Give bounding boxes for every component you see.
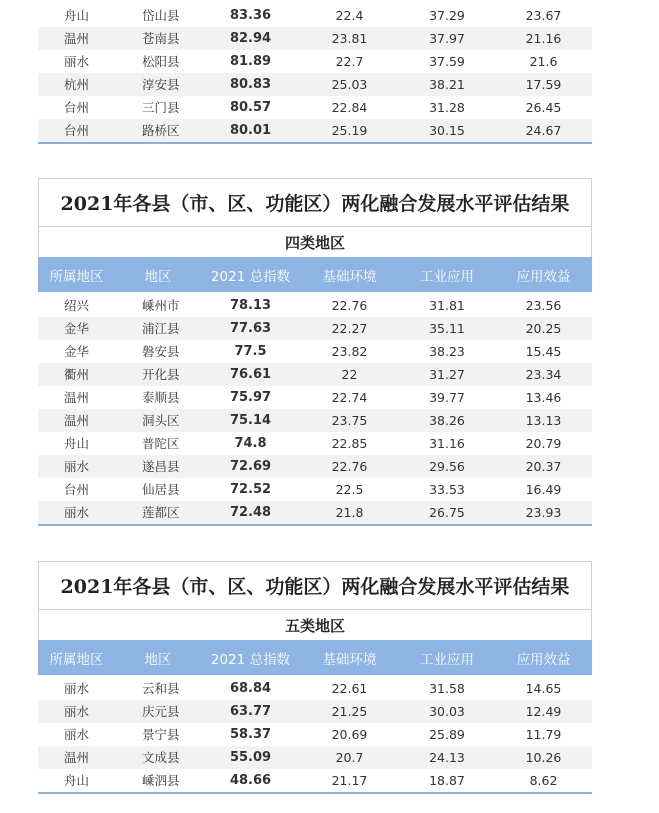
section-five [38,561,592,675]
total-index-cell: 77.63 [201,317,300,340]
region-group-cell: 舟山 [38,4,115,27]
region-cell: 苍南县 [115,27,201,50]
app-benefit-cell: 23.93 [495,501,592,524]
industrial-app-cell: 38.21 [399,73,495,96]
header-basic-env: 基础环境 [322,651,377,668]
basic-env-cell: 20.7 [300,746,399,769]
total-index-cell: 76.61 [201,363,300,386]
industrial-app-cell: 31.27 [399,363,495,386]
basic-env-cell: 22.5 [300,478,399,501]
industrial-app-cell: 38.23 [399,340,495,363]
total-index-cell: 77.5 [201,340,300,363]
table-header [38,257,592,292]
industrial-app-cell: 37.59 [399,50,495,73]
region-cell: 岱山县 [115,4,201,27]
table-header [38,640,592,675]
header-total-index: 2021 总指数 [210,268,291,285]
section-five-bottom-rule [38,792,592,794]
total-index-cell: 82.94 [201,27,300,50]
total-index-cell: 72.52 [201,478,300,501]
table-row [38,455,592,478]
table-row [38,27,592,50]
industrial-app-cell: 31.28 [399,96,495,119]
basic-env-cell: 22.74 [300,386,399,409]
header-region: 地区 [144,268,172,285]
region-group-cell: 丽水 [38,50,115,73]
basic-env-cell: 22 [300,363,399,386]
total-index-cell: 68.84 [201,677,300,700]
table-row [38,294,592,317]
region-cell: 嵊泗县 [115,769,201,792]
section-five-table [38,677,592,792]
table-row [38,700,592,723]
basic-env-cell: 25.03 [300,73,399,96]
region-cell: 遂昌县 [115,455,201,478]
basic-env-cell: 25.19 [300,119,399,142]
region-cell: 嵊州市 [115,294,201,317]
region-group-cell: 衢州 [38,363,115,386]
section-title: 2021年各县（市、区、功能区）两化融合发展水平评估结果 [38,178,592,226]
region-group-cell: 丽水 [38,501,115,524]
header-app-benefit: 应用效益 [516,268,571,285]
section-title: 2021年各县（市、区、功能区）两化融合发展水平评估结果 [38,561,592,609]
industrial-app-cell: 39.77 [399,386,495,409]
basic-env-cell: 22.76 [300,294,399,317]
region-cell: 松阳县 [115,50,201,73]
table-row [38,73,592,96]
section-four [38,178,592,292]
table-row [38,386,592,409]
header-region: 地区 [144,651,172,668]
table-row [38,746,592,769]
basic-env-cell: 23.81 [300,27,399,50]
total-index-cell: 80.83 [201,73,300,96]
industrial-app-cell: 29.56 [399,455,495,478]
region-cell: 云和县 [115,677,201,700]
table-row [38,4,592,27]
region-cell: 莲都区 [115,501,201,524]
basic-env-cell: 21.8 [300,501,399,524]
total-index-cell: 75.14 [201,409,300,432]
total-index-cell: 78.13 [201,294,300,317]
total-index-cell: 81.89 [201,50,300,73]
region-group-cell: 丽水 [38,677,115,700]
app-benefit-cell: 20.37 [495,455,592,478]
region-cell: 浦江县 [115,317,201,340]
industrial-app-cell: 26.75 [399,501,495,524]
table-row [38,432,592,455]
basic-env-cell: 20.69 [300,723,399,746]
app-benefit-cell: 23.56 [495,294,592,317]
app-benefit-cell: 13.46 [495,386,592,409]
basic-env-cell: 22.4 [300,4,399,27]
region-group-cell: 舟山 [38,769,115,792]
region-cell: 景宁县 [115,723,201,746]
region-cell: 淳安县 [115,73,201,96]
app-benefit-cell: 8.62 [495,769,592,792]
region-cell: 庆元县 [115,700,201,723]
table-row [38,769,592,792]
region-group-cell: 温州 [38,27,115,50]
table-row [38,501,592,524]
region-cell: 路桥区 [115,119,201,142]
app-benefit-cell: 20.25 [495,317,592,340]
total-index-cell: 72.48 [201,501,300,524]
industrial-app-cell: 18.87 [399,769,495,792]
region-cell: 磐安县 [115,340,201,363]
total-index-cell: 48.66 [201,769,300,792]
region-group-cell: 温州 [38,386,115,409]
app-benefit-cell: 21.16 [495,27,592,50]
total-index-cell: 58.37 [201,723,300,746]
header-industrial-app: 工业应用 [420,268,474,285]
region-group-cell: 台州 [38,478,115,501]
table-row [38,478,592,501]
app-benefit-cell: 23.34 [495,363,592,386]
region-group-cell: 杭州 [38,73,115,96]
table-row [38,340,592,363]
app-benefit-cell: 16.49 [495,478,592,501]
table-row [38,317,592,340]
basic-env-cell: 22.76 [300,455,399,478]
table-row [38,363,592,386]
header-basic-env: 基础环境 [322,268,377,285]
basic-env-cell: 22.27 [300,317,399,340]
region-group-cell: 舟山 [38,432,115,455]
region-cell: 开化县 [115,363,201,386]
region-cell: 文成县 [115,746,201,769]
total-index-cell: 75.97 [201,386,300,409]
region-group-cell: 温州 [38,746,115,769]
header-industrial-app: 工业应用 [420,651,474,668]
region-cell: 仙居县 [115,478,201,501]
region-group-cell: 台州 [38,96,115,119]
industrial-app-cell: 31.81 [399,294,495,317]
top-table-bottom-rule [38,142,592,144]
app-benefit-cell: 15.45 [495,340,592,363]
basic-env-cell: 22.85 [300,432,399,455]
industrial-app-cell: 30.15 [399,119,495,142]
section-subtitle: 五类地区 [38,609,592,640]
industrial-app-cell: 38.26 [399,409,495,432]
total-index-cell: 63.77 [201,700,300,723]
header-app-benefit: 应用效益 [516,651,571,668]
section-four-bottom-rule [38,524,592,526]
region-group-cell: 丽水 [38,700,115,723]
table-row [38,96,592,119]
industrial-app-cell: 33.53 [399,478,495,501]
app-benefit-cell: 21.6 [495,50,592,73]
industrial-app-cell: 35.11 [399,317,495,340]
total-index-cell: 74.8 [201,432,300,455]
app-benefit-cell: 10.26 [495,746,592,769]
table-row [38,723,592,746]
basic-env-cell: 22.7 [300,50,399,73]
region-cell: 三门县 [115,96,201,119]
region-group-cell: 绍兴 [38,294,115,317]
region-cell: 泰顺县 [115,386,201,409]
app-benefit-cell: 23.67 [495,4,592,27]
app-benefit-cell: 26.45 [495,96,592,119]
total-index-cell: 80.57 [201,96,300,119]
total-index-cell: 80.01 [201,119,300,142]
region-group-cell: 金华 [38,317,115,340]
table-row [38,50,592,73]
app-benefit-cell: 13.13 [495,409,592,432]
industrial-app-cell: 25.89 [399,723,495,746]
total-index-cell: 72.69 [201,455,300,478]
region-cell: 普陀区 [115,432,201,455]
total-index-cell: 83.36 [201,4,300,27]
total-index-cell: 55.09 [201,746,300,769]
top-table [38,4,592,142]
header-region-group: 所属地区 [49,268,104,285]
app-benefit-cell: 20.79 [495,432,592,455]
header-region-group: 所属地区 [49,651,104,668]
basic-env-cell: 21.17 [300,769,399,792]
region-group-cell: 台州 [38,119,115,142]
region-group-cell: 丽水 [38,455,115,478]
table-row [38,409,592,432]
app-benefit-cell: 14.65 [495,677,592,700]
table-row [38,119,592,142]
industrial-app-cell: 31.16 [399,432,495,455]
app-benefit-cell: 24.67 [495,119,592,142]
table-row [38,677,592,700]
region-cell: 洞头区 [115,409,201,432]
region-group-cell: 丽水 [38,723,115,746]
region-group-cell: 金华 [38,340,115,363]
basic-env-cell: 23.82 [300,340,399,363]
industrial-app-cell: 37.97 [399,27,495,50]
app-benefit-cell: 17.59 [495,73,592,96]
industrial-app-cell: 31.58 [399,677,495,700]
header-total-index: 2021 总指数 [210,651,291,668]
industrial-app-cell: 30.03 [399,700,495,723]
basic-env-cell: 23.75 [300,409,399,432]
industrial-app-cell: 37.29 [399,4,495,27]
basic-env-cell: 21.25 [300,700,399,723]
industrial-app-cell: 24.13 [399,746,495,769]
basic-env-cell: 22.84 [300,96,399,119]
region-group-cell: 温州 [38,409,115,432]
basic-env-cell: 22.61 [300,677,399,700]
app-benefit-cell: 11.79 [495,723,592,746]
section-four-table [38,294,592,524]
section-subtitle: 四类地区 [38,226,592,257]
app-benefit-cell: 12.49 [495,700,592,723]
